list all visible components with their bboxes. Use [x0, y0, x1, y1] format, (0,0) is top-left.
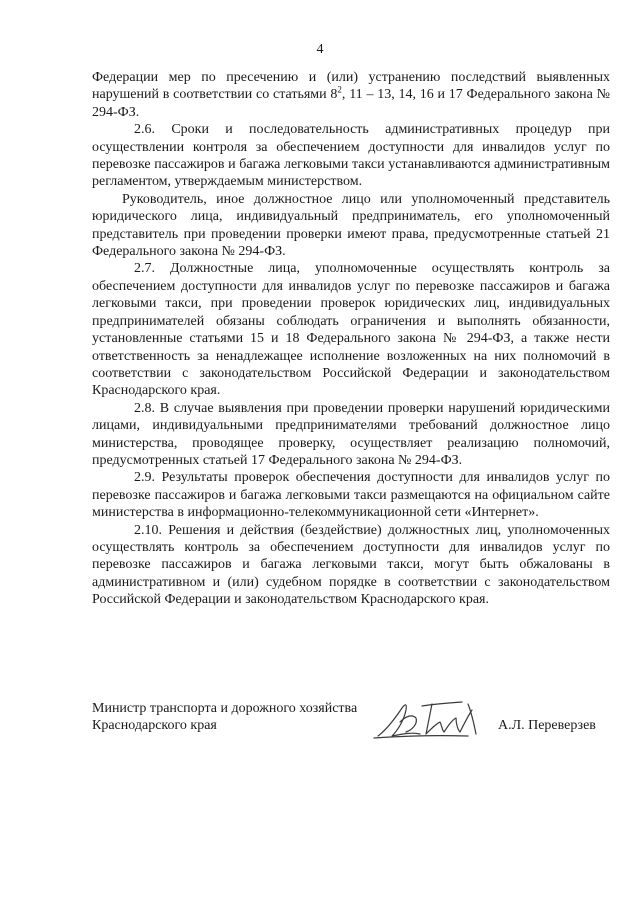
paragraph-2-9: 2.9. Результаты проверок обеспечения доступности для инвалидов услуг по перевозке пассажиров и багажа легковыми такси размещаются на официальном сайте министерства в информационно-телекоммуникационной сети «Интернет».: [92, 470, 610, 521]
paragraph-text: , 11 – 13, 14, 16 и 17 Федерального закона № 294-ФЗ.: [92, 87, 610, 120]
handwritten-signature: [372, 694, 512, 744]
signer-name: А.Л. Переверзев: [498, 718, 596, 733]
signature-block: [92, 700, 610, 750]
paragraph-2-8: 2.8. В случае выявления при проведении проверки нарушений юридическими лицами, индивидуальными предпринимателями требований должностное лицо министерства, проводящее проверку, осуществляет реализацию полномочий, предусмотренных статьей 17 Федерального закона № 294-ФЗ.: [92, 400, 610, 468]
signer-position: [92, 700, 392, 735]
paragraph-2-7: 2.7. Должностные лица, уполномоченные осуществлять контроль за обеспечением доступности для инвалидов услуг по перевозке пассажиров и багажа легковыми такси, при проведении проверок юридических лиц, индивидуальных предпринимателей обязаны соблюдать ограничения и выполнять обязанности, установленные статьями 15 и 18 Федерального закона № 294-ФЗ, а также нести ответственность за ненадлежащее исполнение возложенных на них полномочий в соответствии с законодательством Российской Федерации и законодательством Краснодарского края.: [92, 261, 610, 399]
document-body: [92, 69, 610, 609]
paragraph-continuation: [92, 69, 610, 121]
superscript: 2: [337, 84, 342, 95]
paragraph-rights: Руководитель, иное должностное лицо или уполномоченный представитель юридического лица, индивидуальный предприниматель, его уполномоченный представитель при проведении проверки имеют права, предусмотренные статьей 21 Федерального закона № 294-ФЗ.: [92, 191, 610, 260]
signer-position-line: Краснодарского края: [92, 718, 217, 734]
paragraph-2-6: 2.6. Сроки и последовательность административных процедур при осуществлении контроля за обеспечением доступности для инвалидов услуг по перевозке пассажиров и багажа легковыми такси устанавливаются административным регламентом, утверждаемым министерством.: [92, 122, 610, 190]
page-number: 4: [316, 42, 324, 57]
signer-position-line: Министр транспорта и дорожного хозяйства: [92, 701, 358, 716]
paragraph-text: Федерации мер по пресечению и (или) устранению последствий выявленных нарушений в соответствии со статьями 8: [92, 70, 610, 103]
paragraph-2-10: 2.10. Решения и действия (бездействие) должностных лиц, уполномоченных осуществлять контроль за обеспечением доступности для инвалидов услуг по перевозке пассажиров и багажа легковыми такси, могут быть обжалованы в административном и (или) судебном порядке в соответствии с законодательством Российской Федерации и законодательством Краснодарского края.: [92, 522, 610, 608]
